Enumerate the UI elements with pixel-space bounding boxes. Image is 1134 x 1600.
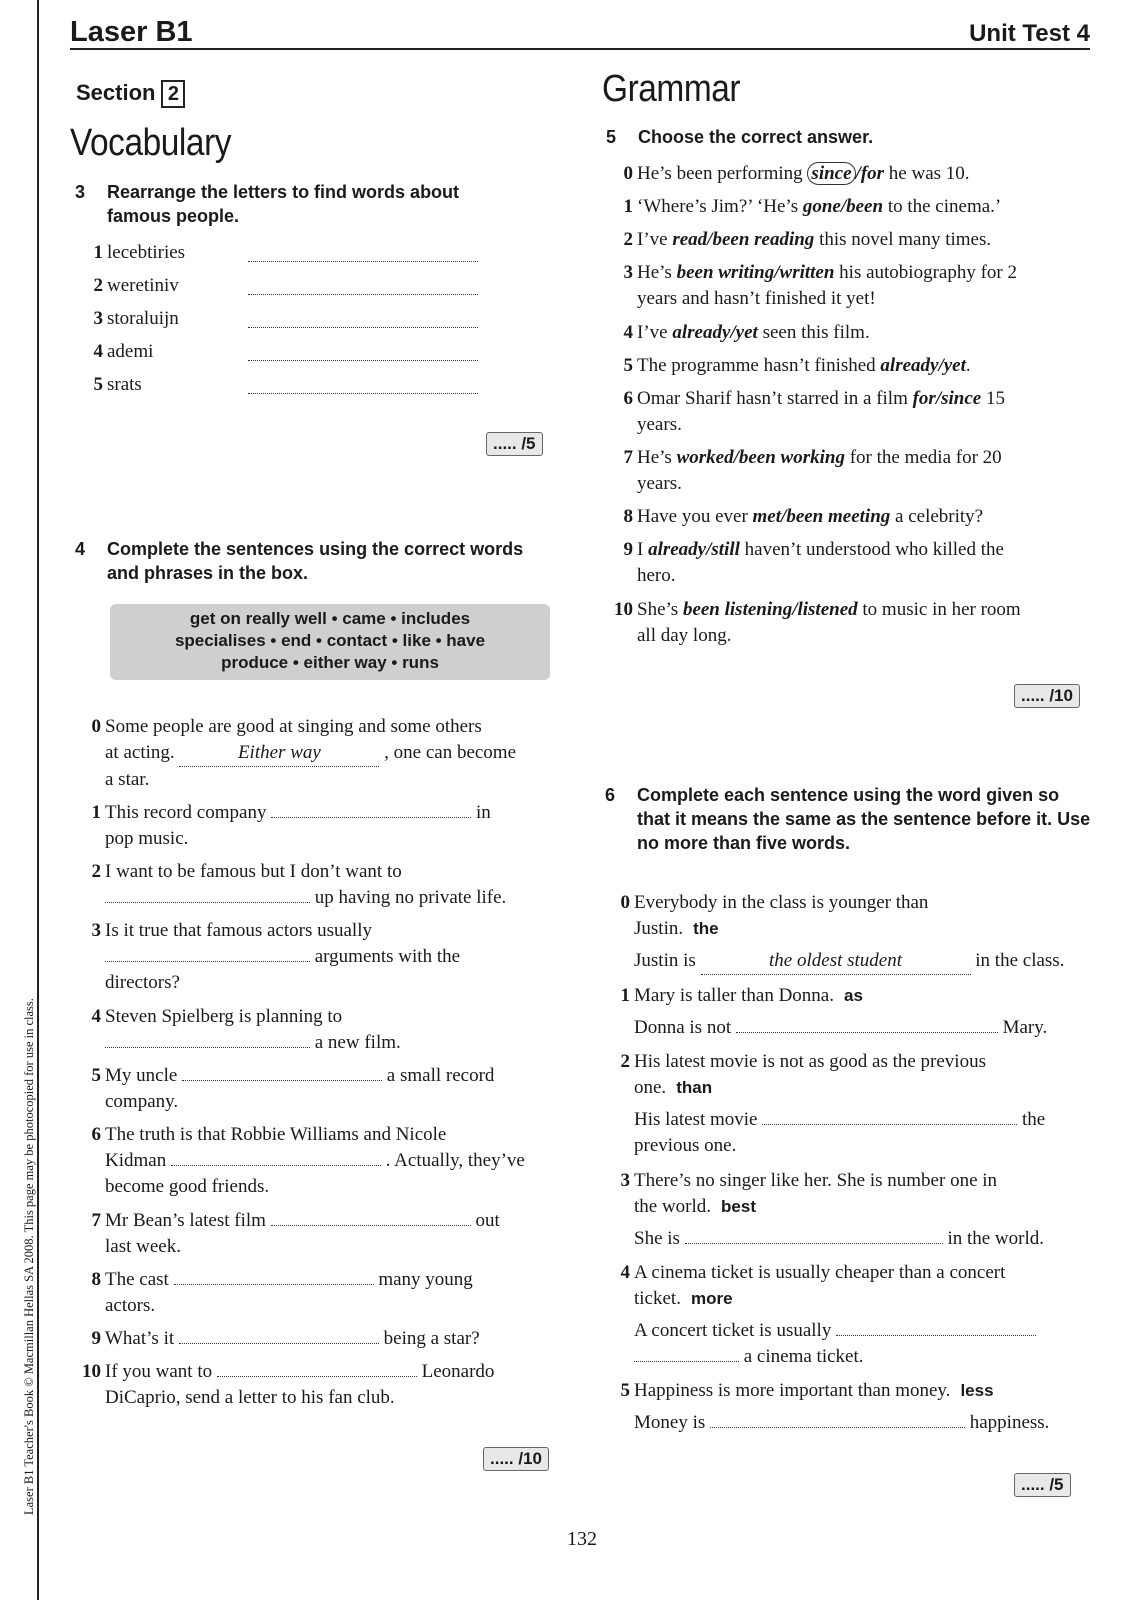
- answer-line[interactable]: [836, 1321, 1036, 1336]
- item-number: 1: [623, 196, 633, 217]
- item-text: company.: [105, 1091, 179, 1112]
- item-text: previous one.: [634, 1135, 737, 1156]
- ex4-item: [91, 1122, 565, 1200]
- ex3-item: [93, 339, 154, 365]
- answer-line[interactable]: [271, 803, 471, 818]
- option[interactable]: read: [672, 229, 708, 250]
- item-text: Mary is taller than Donna.: [634, 985, 834, 1006]
- answer-line[interactable]: [248, 280, 478, 295]
- item-text: Kidman: [105, 1150, 167, 1171]
- item-text: actors.: [105, 1295, 156, 1316]
- key-word: more: [690, 1289, 733, 1308]
- answer-line[interactable]: [105, 1033, 310, 1048]
- item-number: 3: [91, 920, 101, 941]
- item-text: Some people are good at singing and some others: [105, 716, 482, 737]
- option[interactable]: still: [711, 539, 740, 560]
- vocabulary-heading: Vocabulary: [70, 122, 232, 164]
- item-number: 7: [623, 447, 633, 468]
- item-text: . Actually, they’ve: [385, 1150, 525, 1171]
- item-text: He’s: [637, 262, 677, 283]
- option[interactable]: since: [941, 388, 982, 409]
- ex5-item: [623, 386, 1087, 438]
- item-text: out: [475, 1210, 500, 1231]
- option[interactable]: been: [846, 196, 884, 217]
- item-text: I’ve: [637, 322, 673, 343]
- ex5-number: 5: [606, 127, 617, 147]
- item-number: 2: [91, 861, 101, 882]
- ex6-instruction: [605, 783, 1092, 855]
- item-text: The truth is that Robbie Williams and Nicole: [105, 1124, 447, 1145]
- ex4-item: [91, 714, 565, 793]
- ex6-item: [620, 1168, 1094, 1252]
- item-text: happiness.: [969, 1412, 1050, 1433]
- item-number: 7: [91, 1210, 101, 1231]
- option[interactable]: already: [880, 355, 939, 376]
- option-separator: /: [935, 388, 942, 409]
- option-separator: /: [707, 229, 713, 250]
- item-text: My uncle: [105, 1065, 178, 1086]
- item-number: 6: [91, 1124, 101, 1145]
- item-text: at acting.: [105, 742, 175, 763]
- item-text: Mr Bean’s latest film: [105, 1210, 266, 1231]
- item-text: His latest movie is not as good as the previous: [634, 1051, 986, 1072]
- item-text: He’s been performing: [637, 163, 808, 184]
- word-box-line: specialises • end • contact • like • have: [174, 631, 486, 650]
- item-text: to music in her room: [857, 599, 1021, 620]
- header-rule: [70, 48, 1090, 50]
- item-number: 3: [620, 1170, 630, 1191]
- item-text: Steven Spielberg is planning to: [105, 1006, 343, 1027]
- option-separator: /: [733, 447, 739, 468]
- item-text: Mary.: [1002, 1017, 1048, 1038]
- word-box: [110, 604, 550, 680]
- item-text: DiCaprio, send a letter to his fan club.: [105, 1387, 395, 1408]
- option-separator: /: [792, 599, 798, 620]
- option-separator: /: [781, 506, 787, 527]
- option-circled[interactable]: since: [807, 162, 855, 185]
- item-text: a celebrity?: [890, 506, 984, 527]
- section-label-text: Section: [76, 80, 156, 105]
- ex6-item: [620, 983, 1094, 1041]
- item-text: I want to be famous but I don’t want to: [105, 861, 402, 882]
- ex5-item: [623, 227, 1087, 253]
- option[interactable]: gone: [802, 196, 841, 217]
- item-number: 0: [91, 716, 101, 737]
- key-word: as: [843, 986, 863, 1005]
- item-number: 5: [93, 374, 103, 395]
- item-text: Have you ever: [637, 506, 753, 527]
- answer-line[interactable]: [248, 313, 478, 328]
- item-text: directors?: [105, 972, 180, 993]
- item-text: haven’t understood who killed the: [739, 539, 1004, 560]
- item-text: Is it true that famous actors usually: [105, 920, 372, 941]
- answer-line[interactable]: [634, 1347, 739, 1362]
- ex3-number: 3: [75, 182, 86, 202]
- item-text: a small record: [386, 1065, 495, 1086]
- item-text: in the world.: [947, 1228, 1045, 1249]
- answer-line[interactable]: [710, 1413, 965, 1428]
- item-text: ‘Where’s Jim?’ ‘He’s: [637, 196, 803, 217]
- item-number: 4: [623, 322, 633, 343]
- option[interactable]: already: [648, 539, 707, 560]
- item-number: 3: [623, 262, 633, 283]
- answer-line[interactable]: [174, 1270, 374, 1285]
- item-number: 1: [620, 985, 630, 1006]
- option[interactable]: worked: [676, 447, 734, 468]
- item-text: this novel many times.: [814, 229, 992, 250]
- ex4-item: [91, 1326, 565, 1352]
- scrambled-word: srats: [107, 374, 142, 395]
- item-text: years and hasn’t finished it yet!: [637, 288, 876, 309]
- ex6-item: [620, 890, 1094, 975]
- option[interactable]: been reading: [712, 229, 815, 250]
- book-title: Laser B1: [70, 16, 193, 48]
- answer-line[interactable]: [248, 247, 478, 262]
- item-number: 2: [623, 229, 633, 250]
- ex5-item: [623, 194, 1087, 220]
- word-box-line: produce • either way • runs: [221, 653, 439, 672]
- option[interactable]: met: [752, 506, 782, 527]
- option[interactable]: yet: [943, 355, 966, 376]
- option-separator: /: [730, 322, 736, 343]
- option[interactable]: written: [779, 262, 835, 283]
- ex4-item: [91, 859, 565, 911]
- ex4-instruction-text: Complete the sentences using the correct words and phrases in the box.: [107, 539, 524, 583]
- item-text: Everybody in the class is younger than: [634, 892, 929, 913]
- item-number: 5: [91, 1065, 101, 1086]
- ex5-item: [623, 161, 1087, 187]
- ex5-score-box: ..... /10: [1014, 684, 1080, 708]
- ex6-item: [620, 1049, 1094, 1159]
- unit-title: Unit Test 4: [969, 20, 1090, 47]
- ex6-item: [620, 1260, 1094, 1370]
- ex3-instruction: [75, 180, 527, 228]
- item-text: Omar Sharif hasn’t starred in a film: [637, 388, 913, 409]
- item-number: 5: [623, 355, 633, 376]
- answer-line[interactable]: [248, 346, 478, 361]
- item-text: one.: [634, 1077, 667, 1098]
- item-text: Donna is not: [634, 1017, 732, 1038]
- item-text: pop music.: [105, 828, 189, 849]
- copyright-sidetext: Laser B1 Teacher's Book © Macmillan Hellas SA 2008. This page may be photocopied for use in class.: [22, 998, 36, 1515]
- ex4-number: 4: [75, 539, 86, 559]
- scrambled-word: weretiniv: [107, 275, 179, 296]
- ex3-score-box: ..... /5: [486, 432, 543, 456]
- option-separator: /: [706, 539, 712, 560]
- ex3-item: [93, 273, 179, 299]
- key-word: best: [721, 1197, 757, 1216]
- ex5-item: [623, 445, 1087, 497]
- item-text: Leonardo: [421, 1361, 495, 1382]
- ex3-item: [93, 306, 179, 332]
- item-text: last week.: [105, 1236, 181, 1257]
- item-number: 4: [93, 341, 103, 362]
- item-text: up having no private life.: [314, 887, 507, 908]
- scrambled-word: storaluijn: [107, 308, 179, 329]
- item-text: A cinema ticket is usually cheaper than a concert: [634, 1262, 1006, 1283]
- item-text: I: [637, 539, 649, 560]
- ex5-item: [623, 353, 1087, 379]
- answer-line[interactable]: [736, 1018, 998, 1033]
- item-text: the: [1021, 1109, 1046, 1130]
- item-text: Justin.: [634, 918, 684, 939]
- answer-line[interactable]: [271, 1211, 471, 1226]
- section-label: [76, 80, 185, 108]
- ex4-item: [91, 918, 565, 996]
- ex3-instruction-text: Rearrange the letters to find words about famous people.: [107, 182, 460, 226]
- option-separator: /: [855, 163, 861, 184]
- option[interactable]: been working: [738, 447, 845, 468]
- item-text: hero.: [637, 565, 676, 586]
- item-number: 9: [91, 1328, 101, 1349]
- item-number: 4: [620, 1262, 630, 1283]
- option-separator: /: [840, 196, 847, 217]
- item-text: Money is: [634, 1412, 706, 1433]
- item-text: many young: [378, 1269, 473, 1290]
- item-number: 1: [91, 802, 101, 823]
- item-text: he was 10.: [884, 163, 970, 184]
- ex5-instruction: [606, 125, 1078, 149]
- item-number: 4: [91, 1006, 101, 1027]
- item-text: Happiness is more important than money.: [634, 1380, 951, 1401]
- item-text: in: [475, 802, 491, 823]
- example-answer: Either way: [179, 740, 379, 767]
- item-text: for the media for 20: [844, 447, 1002, 468]
- item-text: in the class.: [975, 950, 1065, 971]
- item-text: arguments with the: [314, 946, 461, 967]
- item-text: a star.: [105, 769, 150, 790]
- item-number: 1: [93, 242, 103, 263]
- option[interactable]: already: [672, 322, 731, 343]
- item-text: There’s no singer like her. She is number one in: [634, 1170, 998, 1191]
- scrambled-word: ademi: [107, 341, 154, 362]
- answer-line[interactable]: [217, 1362, 417, 1377]
- item-text: She’s: [637, 599, 683, 620]
- option[interactable]: listened: [797, 599, 858, 620]
- key-word: the: [693, 919, 719, 938]
- item-text: a new film.: [314, 1032, 401, 1053]
- item-text: Justin is: [634, 950, 696, 971]
- item-text: a cinema ticket.: [743, 1346, 864, 1367]
- answer-line[interactable]: [171, 1151, 381, 1166]
- item-number: 2: [93, 275, 103, 296]
- ex6-number: 6: [605, 785, 616, 805]
- item-text: What’s it: [105, 1328, 175, 1349]
- item-text: 15: [981, 388, 1005, 409]
- grammar-heading: Grammar: [602, 68, 741, 110]
- item-number: 10: [614, 599, 633, 620]
- item-number: 6: [623, 388, 633, 409]
- answer-line[interactable]: [248, 379, 478, 394]
- ex4-score-box: ..... /10: [483, 1447, 549, 1471]
- item-number: 0: [620, 892, 630, 913]
- item-number: 0: [623, 163, 633, 184]
- ex4-item: [82, 1359, 565, 1411]
- ex5-item: [623, 320, 1087, 346]
- ex5-item: [623, 504, 1087, 530]
- item-text: the world.: [634, 1196, 712, 1217]
- key-word: than: [676, 1078, 713, 1097]
- ex4-instruction: [75, 537, 547, 585]
- item-text: years.: [637, 414, 682, 435]
- item-text: She is: [634, 1228, 680, 1249]
- item-text: become good friends.: [105, 1176, 270, 1197]
- option[interactable]: been writing: [676, 262, 775, 283]
- item-text: to the cinema.’: [883, 196, 1002, 217]
- item-text: I’ve: [637, 229, 673, 250]
- option-separator: /: [774, 262, 780, 283]
- ex6-instruction-text: Complete each sentence using the word given so that it means the same as the sentence before it. Use no more than five words.: [637, 785, 1091, 853]
- example-answer: the oldest student: [701, 948, 971, 975]
- item-text: his autobiography for 2: [834, 262, 1017, 283]
- section-number-box: 2: [161, 80, 185, 108]
- ex5-item: [614, 597, 1087, 649]
- item-text: years.: [637, 473, 682, 494]
- ex5-item: [623, 537, 1087, 589]
- item-number: 5: [620, 1380, 630, 1401]
- option[interactable]: yet: [735, 322, 758, 343]
- option[interactable]: been meeting: [786, 506, 891, 527]
- item-number: 8: [91, 1269, 101, 1290]
- answer-line[interactable]: [105, 888, 310, 903]
- ex4-item: [91, 1063, 565, 1115]
- ex4-item: [91, 1208, 565, 1260]
- item-number: 2: [620, 1051, 630, 1072]
- option[interactable]: for: [860, 163, 885, 184]
- option-separator: /: [938, 355, 944, 376]
- item-text: being a star?: [383, 1328, 480, 1349]
- option[interactable]: been listening: [682, 599, 793, 620]
- word-box-line: get on really well • came • includes: [189, 609, 471, 628]
- item-text: A concert ticket is usually: [634, 1320, 832, 1341]
- item-number: 10: [82, 1361, 101, 1382]
- ex4-item: [91, 1267, 565, 1319]
- item-text: .: [965, 355, 971, 376]
- item-number: 3: [93, 308, 103, 329]
- ex3-item: [93, 372, 142, 398]
- answer-line[interactable]: [182, 1066, 382, 1081]
- ex3-item: [93, 240, 186, 266]
- item-text: The cast: [105, 1269, 169, 1290]
- left-margin-rule: [37, 0, 39, 1600]
- item-number: 8: [623, 506, 633, 527]
- item-text: His latest movie: [634, 1109, 758, 1130]
- ex4-item: [91, 1004, 565, 1056]
- key-word: less: [960, 1381, 994, 1400]
- item-text: If you want to: [105, 1361, 213, 1382]
- ex5-item: [623, 260, 1087, 312]
- ex5-instruction-text: Choose the correct answer.: [638, 127, 874, 147]
- page-number: 132: [567, 1528, 597, 1550]
- item-text: seen this film.: [757, 322, 870, 343]
- item-text: ticket.: [634, 1288, 681, 1309]
- answer-line[interactable]: [105, 947, 310, 962]
- ex6-item: [620, 1378, 1094, 1436]
- item-text: The programme hasn’t finished: [637, 355, 881, 376]
- answer-line[interactable]: [762, 1110, 1017, 1125]
- item-text: He’s: [637, 447, 677, 468]
- item-text: all day long.: [637, 625, 732, 646]
- item-text: This record company: [105, 802, 267, 823]
- ex4-item: [91, 800, 565, 852]
- option[interactable]: for: [912, 388, 936, 409]
- answer-line[interactable]: [179, 1329, 379, 1344]
- answer-line[interactable]: [685, 1229, 943, 1244]
- item-number: 9: [623, 539, 633, 560]
- ex6-score-box: ..... /5: [1014, 1473, 1071, 1497]
- scrambled-word: lecebtiries: [107, 242, 186, 263]
- item-text: , one can become: [384, 742, 517, 763]
